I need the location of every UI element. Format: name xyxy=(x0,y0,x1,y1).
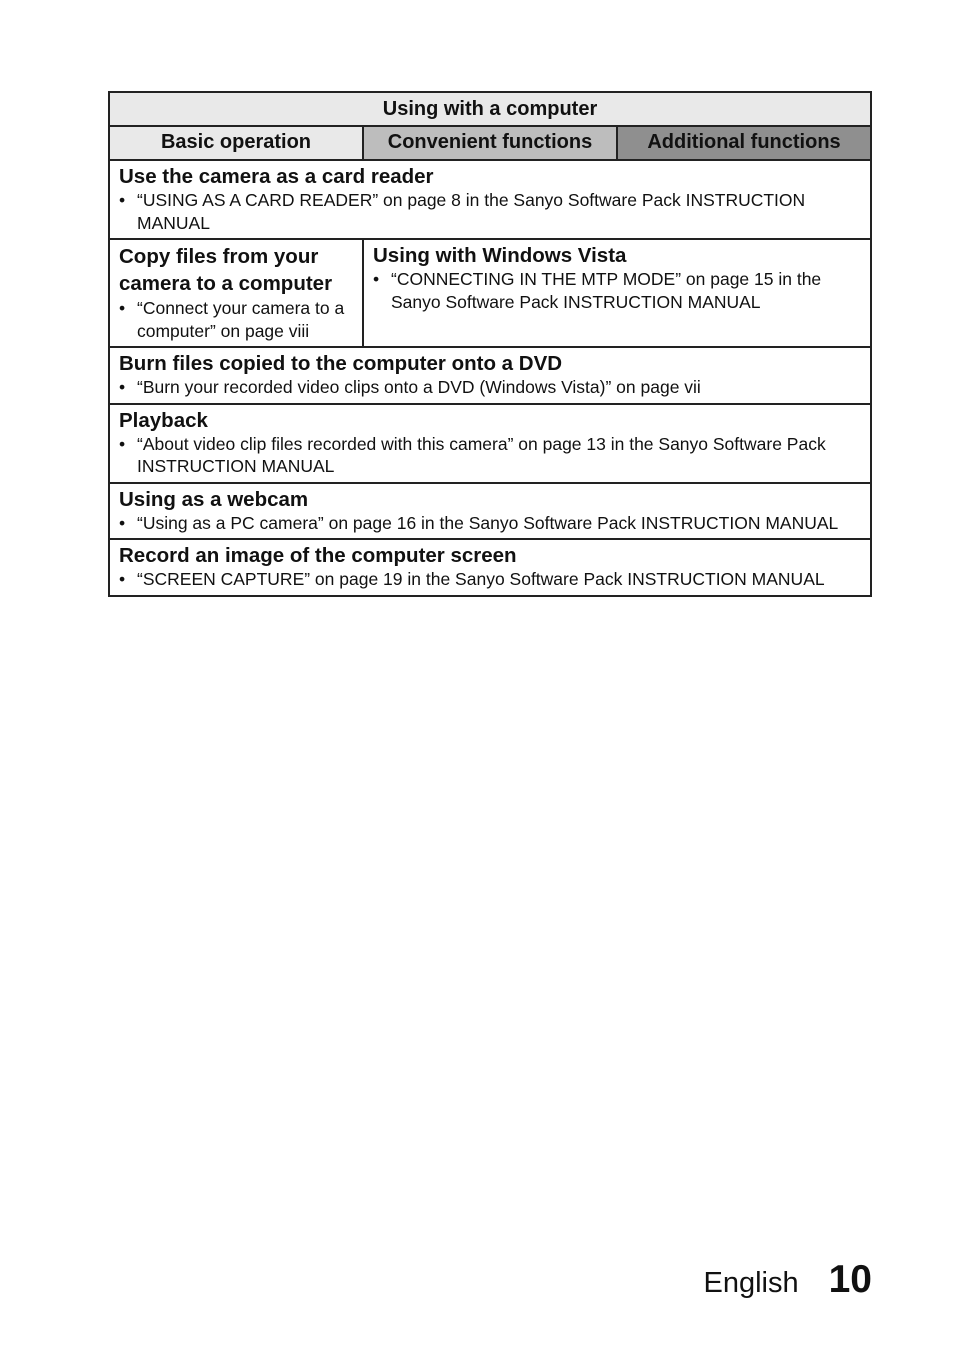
section-webcam xyxy=(110,484,870,541)
section-heading: Burn files copied to the computer onto a DVD xyxy=(119,352,563,375)
section-heading: Using as a webcam xyxy=(119,487,309,511)
bullet-icon: • xyxy=(373,269,380,289)
reference-text: “Using as a PC camera” on page 16 in the Sanyo Software Pack INSTRUCTION MANUAL xyxy=(137,512,839,533)
list-item xyxy=(119,568,861,591)
section-copy-files xyxy=(110,240,364,346)
section-heading: Using with Windows Vista xyxy=(373,244,627,267)
bullet-icon: • xyxy=(119,190,126,210)
list-item xyxy=(119,376,861,399)
reference-text: “Connect your camera to a computer” on page viii xyxy=(137,298,345,341)
page-number: 10 xyxy=(828,1258,872,1301)
tab-additional-functions: Additional functions xyxy=(618,127,870,159)
bullet-icon: • xyxy=(119,433,126,454)
list-item xyxy=(119,512,861,535)
section-heading: Playback xyxy=(119,408,208,432)
section-heading: Use the camera as a card reader xyxy=(119,165,434,188)
section-screen-capture xyxy=(110,540,870,595)
reference-text: “About video clip files recorded with this camera” on page 13 in the Sanyo Software Pack INSTRUCTION MANUAL xyxy=(137,433,826,476)
list-item xyxy=(119,433,861,478)
reference-text: “CONNECTING IN THE MTP MODE” on page 15 in the Sanyo Software Pack INSTRUCTION MANUAL xyxy=(391,269,822,312)
bullet-icon: • xyxy=(119,569,126,589)
list-item xyxy=(119,297,353,342)
page-footer xyxy=(703,1258,872,1302)
section-burn-dvd xyxy=(110,348,870,405)
section-card-reader xyxy=(110,161,870,240)
section-heading: Copy files from your camera to a computer xyxy=(119,245,333,295)
tab-basic-operation: Basic operation xyxy=(110,127,364,159)
tab-convenient-functions: Convenient functions xyxy=(364,127,618,159)
list-item xyxy=(119,189,861,234)
table-title: Using with a computer xyxy=(110,93,870,127)
reference-text: “SCREEN CAPTURE” on page 19 in the Sanyo Software Pack INSTRUCTION MANUAL xyxy=(137,569,825,589)
computer-usage-table xyxy=(108,91,872,597)
section-windows-vista xyxy=(364,240,870,346)
bullet-icon: • xyxy=(119,298,126,318)
footer-language: English xyxy=(703,1267,799,1299)
reference-text: “Burn your recorded video clips onto a DVD (Windows Vista)” on page vii xyxy=(137,377,701,397)
bullet-icon: • xyxy=(119,512,126,533)
reference-text: “USING AS A CARD READER” on page 8 in the Sanyo Software Pack INSTRUCTION MANUAL xyxy=(137,190,806,233)
bullet-icon: • xyxy=(119,377,126,397)
section-heading: Record an image of the computer screen xyxy=(119,544,517,567)
list-item xyxy=(373,268,861,313)
function-tabs xyxy=(110,127,870,161)
section-copy-and-vista xyxy=(110,240,870,348)
section-playback xyxy=(110,405,870,484)
